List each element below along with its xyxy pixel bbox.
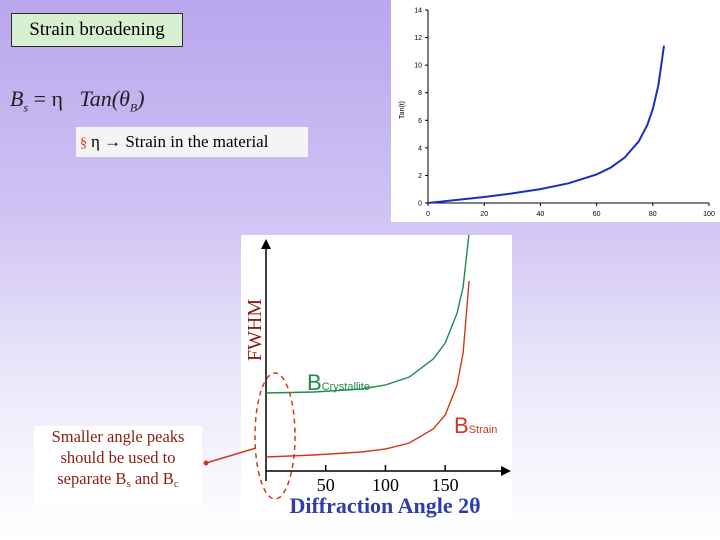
callout-line-2: should be used to — [60, 448, 176, 467]
tan-x-tick-label: 20 — [480, 211, 489, 218]
formula-lhs-sub: s — [23, 100, 29, 115]
strain-formula — [10, 86, 190, 120]
tan-y-tick-label: 6 — [418, 117, 422, 125]
bullet-symbol: § — [80, 136, 87, 151]
tan-x-tick-label: 0 — [426, 211, 430, 218]
callout-line-1: Smaller angle peaks — [51, 427, 185, 446]
formula-rhs: Tan(θ — [79, 86, 130, 111]
tan-x-tick-label: 100 — [703, 211, 715, 218]
tan-x-tick-label: 40 — [536, 211, 545, 218]
formula-rhs-sub: B — [129, 100, 138, 115]
tan-ylabel: Tan(t) — [399, 101, 406, 119]
tan-y-tick-label: 8 — [418, 90, 422, 98]
fwhm-x-tick-label: 50 — [316, 475, 335, 495]
fwhm-x-tick-label: 150 — [431, 475, 459, 495]
tan-x-tick-label: 80 — [648, 211, 657, 218]
formula-close: ) — [137, 86, 145, 111]
callout-note — [34, 426, 202, 506]
callout-line-3: separate $B_s$ and $B_c$ — [57, 469, 179, 490]
crystallite-curve — [266, 235, 469, 393]
strain-label: BStrain — [454, 413, 498, 438]
fwhm-xlabel: Diffraction Angle 2θ — [289, 493, 481, 518]
tan-chart — [391, 0, 720, 222]
tan-y-tick-label: 12 — [414, 35, 422, 43]
tan-y-tick-label: 4 — [418, 145, 422, 153]
fwhm-chart — [241, 235, 512, 520]
crystallite-label: BCrystallite — [307, 370, 370, 395]
formula-eq: = η — [28, 86, 69, 111]
slide-title: Strain broadening — [11, 13, 183, 47]
tan-y-tick-label: 0 — [418, 200, 422, 208]
formula-lhs: B — [10, 86, 24, 111]
tan-y-tick-label: 14 — [414, 7, 422, 15]
strain-curve — [266, 281, 469, 457]
bullet-text: η → Strain in the material — [91, 132, 269, 151]
bullet-point — [76, 127, 308, 157]
tan-curve — [428, 46, 664, 203]
tan-y-tick-label: 2 — [418, 172, 422, 180]
tan-y-tick-label: 10 — [414, 62, 422, 70]
fwhm-ylabel: FWHM — [244, 298, 266, 362]
fwhm-x-tick-label: 100 — [371, 475, 399, 495]
fwhm-x-arrow — [501, 466, 511, 476]
callout-pointer-dot — [204, 461, 209, 466]
tan-x-tick-label: 60 — [592, 211, 601, 218]
fwhm-y-arrow — [261, 239, 271, 249]
